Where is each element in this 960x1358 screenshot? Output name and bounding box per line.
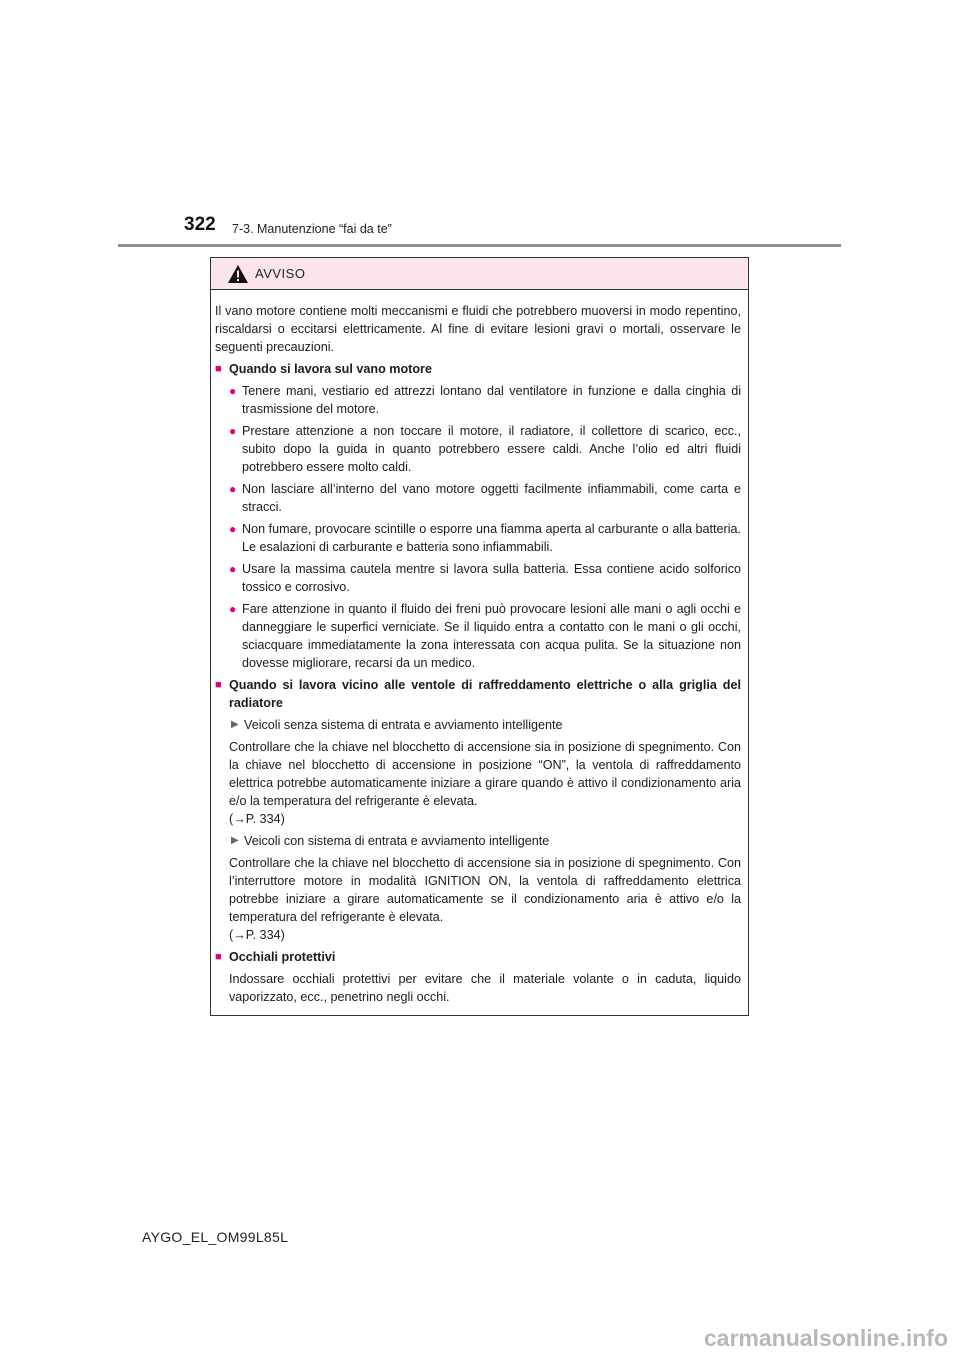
section-heading-text: Occhiali protettivi: [229, 950, 336, 964]
section-text: Indossare occhiali protettivi per evitare che il materiale volante o in caduta, liquido vaporizzato, ecc., penetrino negli occhi.: [229, 972, 741, 1004]
sub-item-label: Veicoli senza sistema di entrata e avviamento intelligente: [244, 718, 563, 732]
list-item: [229, 422, 741, 476]
list-item: [229, 480, 741, 516]
list-item: [229, 560, 741, 596]
triangle-bullet-icon: ▶: [231, 835, 239, 846]
circle-bullet-icon: ●: [229, 562, 237, 576]
list-item-text: Usare la massima cautela mentre si lavora sulla batteria. Essa contiene acido solforico tossico e corrosivo.: [242, 562, 741, 594]
warning-header: [211, 258, 748, 290]
circle-bullet-icon: ●: [229, 602, 237, 616]
page-number: 322: [184, 214, 216, 235]
square-bullet-icon: ■: [215, 679, 222, 691]
sub-item-paragraph: Controllare che la chiave nel blocchetto di accensione sia in posizione di spegnimento. Con la chiave nel blocchetto di accensione in posizione “ON”, la ventola di raffreddamento elettrica potrebbe automaticamente iniziare a girare quando è attivo il condizionamento aria e/o la temperatura del refrigerante è elevata.: [229, 740, 741, 808]
header-rule: [118, 244, 841, 247]
list-item: [229, 520, 741, 556]
section-title: 7-3. Manutenzione “fai da te”: [232, 222, 392, 236]
page-reference: (→P. 334): [229, 812, 285, 826]
warning-title: AVVISO: [255, 266, 306, 281]
warning-body: [211, 290, 748, 1006]
sub-item: [231, 832, 741, 850]
sub-item: [231, 716, 741, 734]
list-item: [229, 600, 741, 672]
list-item-text: Tenere mani, vestiario ed attrezzi lontano dal ventilatore in funzione e dalla cinghia di trasmissione del motore.: [242, 384, 741, 416]
list-item-text: Non lasciare all’interno del vano motore oggetti facilmente infiammabili, come carta e stracci.: [242, 482, 741, 514]
list-item-text: Non fumare, provocare scintille o esporre una fiamma aperta al carburante o alla batteria. Le esalazioni di carburante e batteria sono infiammabili.: [242, 522, 741, 554]
section-heading: [215, 360, 741, 378]
sub-item-text: [229, 738, 741, 828]
circle-bullet-icon: ●: [229, 522, 237, 536]
list-item: [229, 382, 741, 418]
document-code: AYGO_EL_OM99L85L: [142, 1229, 289, 1245]
sub-item-text: [229, 854, 741, 944]
list-item-text: Fare attenzione in quanto il fluido dei freni può provocare lesioni alle mani o agli occhi e danneggiare le superfici verniciate. Se il liquido entra a contatto con le mani o gli occhi, sciacquare immediatamente la zona interessata con acqua pulita. Se la situazione non dovesse migliorare, recarsi da un medico.: [242, 602, 741, 670]
circle-bullet-icon: ●: [229, 384, 237, 398]
warning-box: [210, 257, 749, 1016]
section-heading-text: Quando si lavora sul vano motore: [229, 362, 432, 376]
list-item-text: Prestare attenzione a non toccare il motore, il radiatore, il collettore di scarico, ecc., subito dopo la guida in quanto potrebbero essere caldi. Anche l’olio ed altri fluidi potrebbero essere molto caldi.: [242, 424, 741, 474]
page-reference: (→P. 334): [229, 928, 285, 942]
circle-bullet-icon: ●: [229, 424, 237, 438]
sub-item-label: Veicoli con sistema di entrata e avviamento intelligente: [244, 834, 550, 848]
square-bullet-icon: ■: [215, 951, 222, 963]
warning-triangle-icon: [227, 264, 249, 284]
circle-bullet-icon: ●: [229, 482, 237, 496]
section-heading: [215, 676, 741, 712]
triangle-bullet-icon: ▶: [231, 719, 239, 730]
watermark: carmanualsonline.info: [703, 1325, 948, 1351]
warning-intro: Il vano motore contiene molti meccanismi e fluidi che potrebbero muoversi in modo repentino, riscaldarsi o eccitarsi elettricamente. Al fine di evitare lesioni gravi o mortali, osservare le seguenti precauzioni.: [215, 304, 741, 354]
square-bullet-icon: ■: [215, 363, 222, 375]
section-heading: [215, 948, 741, 966]
sub-item-paragraph: Controllare che la chiave nel blocchetto di accensione sia in posizione di spegnimento. Con l’interruttore motore in modalità IGNITION ON, la ventola di raffreddamento elettrica potrebbe iniziare a girare automaticamente se il condizionamento aria è attivo e/o la temperatura del refrigerante è elevata.: [229, 856, 741, 924]
section-heading-text: Quando si lavora vicino alle ventole di raffreddamento elettriche o alla griglia del radiatore: [229, 678, 741, 710]
